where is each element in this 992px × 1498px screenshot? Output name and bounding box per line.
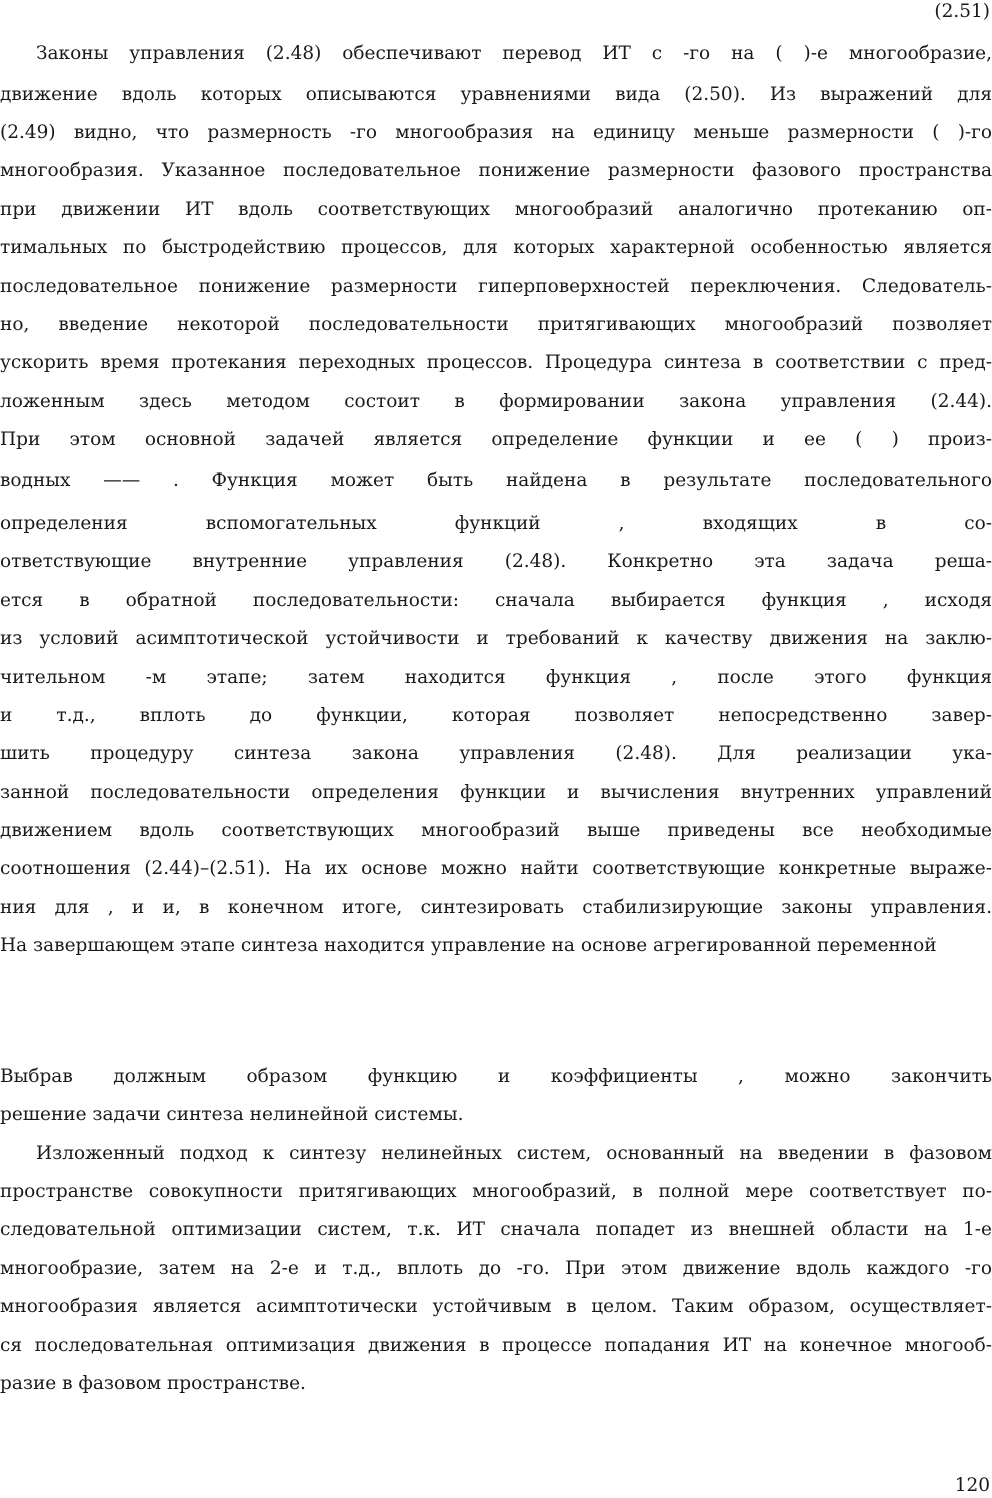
text-line: многообразия является асимптотически устойчивым в целом. Таким образом, осуществляет- [0, 1296, 992, 1317]
page-number: 120 [954, 1475, 990, 1496]
text-line: многообразие, затем на 2-е и т.д., вплоть до -го. При этом движение вдоль каждого -го [0, 1258, 992, 1279]
text-line: и т.д., вплоть до функции, которая позволяет непосредственно завер- [0, 705, 992, 726]
text-line: ния для , и и, в конечном итоге, синтезировать стабилизирующие законы управления. [0, 897, 992, 918]
text-line: движение вдоль которых описываются уравнениями вида (2.50). Из выражений для [0, 84, 992, 105]
text-line: водных —— . Функция может быть найдена в результате последовательного [0, 470, 992, 491]
text-line: шить процедуру синтеза закона управления (2.48). Для реализации ука- [0, 743, 992, 764]
text-line: тимальных по быстродействию процессов, для которых характерной особенностью является [0, 237, 992, 258]
text-line: при движении ИТ вдоль соответствующих многообразий аналогично протеканию оп- [0, 199, 992, 220]
text-line: (2.49) видно, что размерность -го многообразия на единицу меньше размерности ( )-го [0, 122, 992, 143]
text-line: последовательное понижение размерности гиперповерхностей переключения. Следователь- [0, 276, 992, 297]
text-line: из условий асимптотической устойчивости и требований к качеству движения на заклю- [0, 628, 992, 649]
text-line: На завершающем этапе синтеза находится управление на основе агрегированной переменной [0, 935, 937, 956]
text-line: разие в фазовом пространстве. [0, 1373, 306, 1394]
text-line: решение задачи синтеза нелинейной системы. [0, 1104, 464, 1125]
text-line: При этом основной задачей является определение функции и ее ( ) произ- [0, 429, 992, 450]
text-line: Изложенный подход к синтезу нелинейных систем, основанный на введении в фазовом [36, 1143, 992, 1164]
text-line: чительном -м этапе; затем находится функция , после этого функция [0, 667, 992, 688]
text-line: но, введение некоторой последовательности притягивающих многообразий позволяет [0, 314, 992, 335]
text-line: ответствующие внутренние управления (2.48). Конкретно эта задача реша- [0, 551, 992, 572]
text-line: ется в обратной последовательности: сначала выбирается функция , исходя [0, 590, 992, 611]
text-line: ложенным здесь методом состоит в формировании закона управления (2.44). [0, 391, 992, 412]
text-line: Законы управления (2.48) обеспечивают перевод ИТ с -го на ( )-е многообразие, [36, 43, 992, 64]
text-line: ся последовательная оптимизация движения в процессе попадания ИТ на конечное многооб- [0, 1335, 992, 1356]
text-line: соотношения (2.44)–(2.51). На их основе можно найти соответствующие конкретные выраже- [0, 858, 992, 879]
text-line: занной последовательности определения функции и вычисления внутренних управлений [0, 782, 992, 803]
text-line: многообразия. Указанное последовательное понижение размерности фазового пространства [0, 160, 992, 181]
text-line: следовательной оптимизации систем, т.к. ИТ сначала попадет из внешней области на 1-е [0, 1219, 992, 1240]
equation-number: (2.51) [934, 1, 990, 22]
text-line: определения вспомогательных функций , входящих в со- [0, 513, 992, 534]
text-line: движением вдоль соответствующих многообразий выше приведены все необходимые [0, 820, 992, 841]
text-line: ускорить время протекания переходных процессов. Процедура синтеза в соответствии с пред- [0, 352, 992, 373]
text-line: Выбрав должным образом функцию и коэффициенты , можно закончить [0, 1066, 992, 1087]
text-line: пространстве совокупности притягивающих многообразий, в полной мере соответствует по- [0, 1181, 992, 1202]
